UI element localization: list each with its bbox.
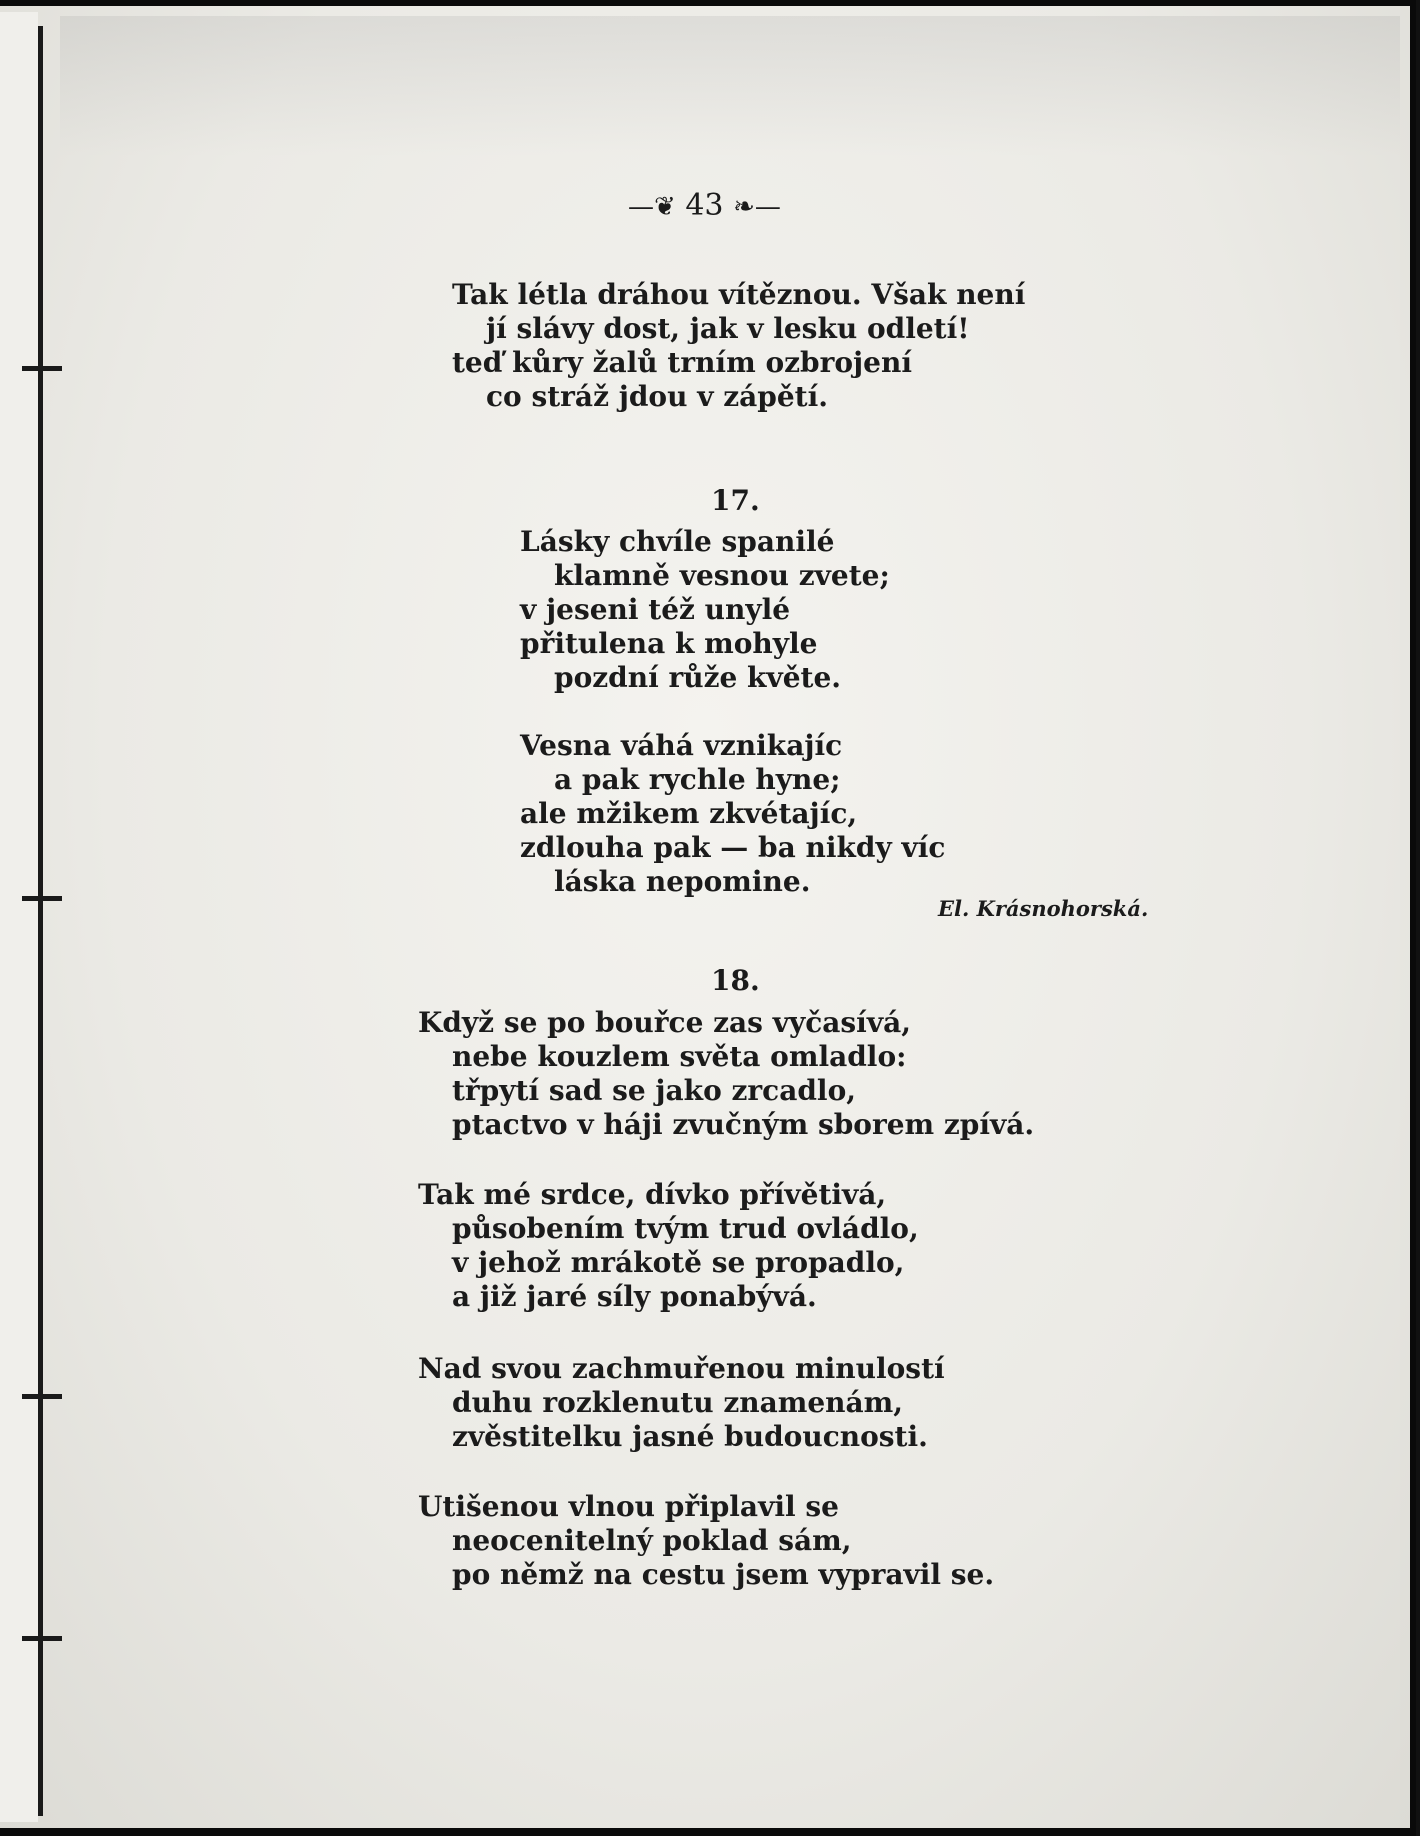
verse-line: duhu rozklenutu znamenám, (452, 1386, 904, 1419)
verse-line: ptactvo v háji zvučným sborem zpívá. (452, 1108, 1035, 1141)
poem-number-18: 18. (711, 964, 760, 997)
poem-18-stanza-4 (418, 1490, 994, 1592)
verse-line: pozdní růže květe. (554, 661, 842, 694)
poem-17-stanza-1 (520, 525, 890, 695)
margin-tick (22, 1636, 62, 1641)
verse-line: zdlouha pak — ba nikdy víc (520, 831, 946, 864)
verse-line: působením tvým trud ovládlo, (452, 1212, 919, 1245)
verse-line: Když se po bouřce zas vyčasívá, (418, 1006, 911, 1039)
verse-line: Utišenou vlnou připlavil se (418, 1490, 839, 1523)
page-number: 43 (685, 188, 724, 223)
verse-line: neocenitelný poklad sám, (452, 1524, 852, 1557)
verse-line: Lásky chvíle spanilé (520, 525, 835, 558)
poem-18-stanza-3 (418, 1352, 945, 1454)
binding-edge (38, 26, 43, 1816)
verse-line: nebe kouzlem světa omladlo: (452, 1040, 907, 1073)
page-header (628, 188, 781, 223)
verse-line: přitulena k mohyle (520, 627, 818, 660)
verse-line: po němž na cestu jsem vypravil se. (452, 1558, 995, 1591)
verse-line: třpytí sad se jako zrcadlo, (452, 1074, 856, 1107)
verse-line: Tak létla dráhou vítěznou. Však není (452, 278, 1026, 311)
margin-tick (22, 896, 62, 901)
page-top-grain (60, 16, 1400, 156)
poem-number-17: 17. (711, 484, 760, 517)
verse-line: Nad svou zachmuřenou minulostí (418, 1352, 945, 1385)
stanza-top (452, 278, 1025, 414)
verse-line: jí slávy dost, jak v lesku odletí! (486, 312, 970, 345)
ornament-left: —❦ (628, 192, 676, 222)
ornament-right: ❧— (733, 192, 781, 222)
poem-18-stanza-2 (418, 1178, 919, 1314)
verse-line: a pak rychle hyne; (554, 763, 841, 796)
verse-line: v jehož mrákotě se propadlo, (452, 1246, 905, 1279)
verse-line: a již jaré síly ponabývá. (452, 1280, 817, 1313)
verse-line: Vesna váhá vznikajíc (520, 729, 843, 762)
verse-line: klamně vesnou zvete; (554, 559, 890, 592)
margin-tick (22, 1394, 62, 1399)
page-left-margin (0, 12, 38, 1822)
verse-line: Tak mé srdce, dívko přívětivá, (418, 1178, 887, 1211)
verse-line: co stráž jdou v zápětí. (486, 380, 828, 413)
verse-line: zvěstitelku jasné budoucnosti. (452, 1420, 928, 1453)
verse-line: ale mžikem zkvétajíc, (520, 797, 858, 830)
author-attribution: El. Krásnohorská. (938, 896, 1149, 921)
verse-line: teď kůry žalů trním ozbrojení (452, 346, 912, 379)
verse-line: láska nepomine. (554, 865, 811, 898)
margin-tick (22, 366, 62, 371)
poem-18-stanza-1 (418, 1006, 1034, 1142)
poem-17-stanza-2 (520, 729, 945, 899)
verse-line: v jeseni též unylé (520, 593, 791, 626)
